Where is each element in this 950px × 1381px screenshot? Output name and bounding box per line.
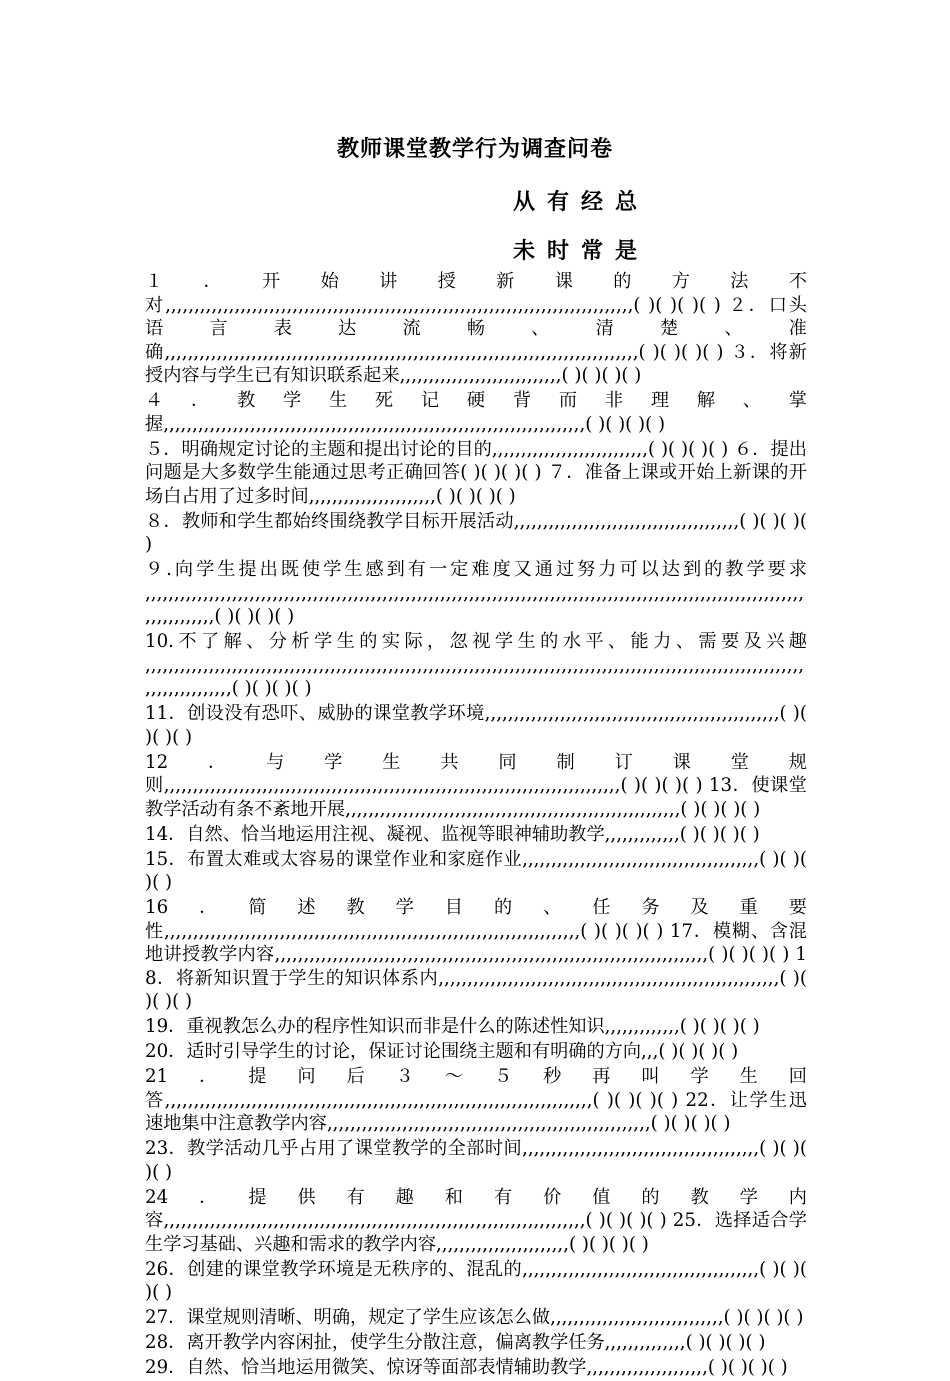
question-item: 15．布置太难或太容易的课堂作业和家庭作业,,,,,,,,,,,,,,,,,,,,,,,,,,,,,,,,,,,,,,,,,( )( )( )( ) bbox=[145, 848, 807, 893]
question-item: 26．创建的课堂教学环境是无秩序的、混乱的,,,,,,,,,,,,,,,,,,,,,,,,,,,,,,,,,,,,,,,,,( )( )( )( ) bbox=[145, 1258, 807, 1303]
question-item: 11．创设没有恐吓、威胁的课堂教学环境,,,,,,,,,,,,,,,,,,,,,,,,,,,,,,,,,,,,,,,,,,,,,,,,,,,( )( )( )( ) bbox=[145, 703, 807, 748]
question-item: 20．适时引导学生的讨论，保证讨论围绕主题和有明确的方向,,,( )( )( )( ) bbox=[145, 1041, 739, 1062]
question-item: ９.向学生提出既使学生感到有一定难度又通过努力可以达到的教学要求 ,,,,,,,,,,,,,,,,,,,,,,,,,,,,,,,,,,,,,,,,,,,,,,,,,,,,,,,,,,,,,,,,,,,,,,,,,,,,,,,,,,,,,,,,,,,,,,,,,,,,,,,,,,,,,,,,,,,,,,,,,,,,,,( )( )( )( ) bbox=[145, 559, 807, 627]
question-item: 24．提供有趣和有价值的教学内容,,,,,,,,,,,,,,,,,,,,,,,,,,,,,,,,,,,,,,,,,,,,,,,,,,,,,,,,,,,,,,,,,,,,,,,,,( )( )( )( ) 25．选择适合学生学习基础、兴趣和需求的教学内容,,,,,,,,,,,,,,,,,,,,,,,( )( )( )( ) bbox=[145, 1186, 807, 1255]
question-item: 21．提问后３～５秒再叫学生回答,,,,,,,,,,,,,,,,,,,,,,,,,,,,,,,,,,,,,,,,,,,,,,,,,,,,,,,,,,,,,,,,,,,,,,,,,,( )( )( )( ) 22．让学生迅速地集中注意教学内容,,,,,,,,,,,,,,,,,,,,,,,,,,,,,,,,,,,,,,,,,,,,,,,,,,,,,,,,( )( )( )( ) bbox=[145, 1066, 807, 1134]
question-item: 16．简述教学目的、任务及重要性,,,,,,,,,,,,,,,,,,,,,,,,,,,,,,,,,,,,,,,,,,,,,,,,,,,,,,,,,,,,,,,,,,,,,,,,( )( )( )( ) 17．模糊、含混地讲授教学内容,,,,,,,,,,,,,,,,,,,,,,,,,,,,,,,,,,,,,,,,,,,,,,,,,,,,,,,,,,,,,,,,,,,,,,,,,,,( )( )( )( ) 18．将新知识置于学生的知识体系内,,,,,,,,,,,,,,,,,,,,,,,,,,,,,,,,,,,,,,,,,,,,,,,,,,,,,,,,,,,( )( )( )( ) bbox=[145, 897, 807, 1012]
question-item: １．开始讲授新课的方法不对,,,,,,,,,,,,,,,,,,,,,,,,,,,,,,,,,,,,,,,,,,,,,,,,,,,,,,,,,,,,,,,,,,,,,,,,,,,,,,,,,( )( )( )( ) ２．口头语言表达流畅、清楚、准确,,,,,,,,,,,,,,,,,,,,,,,,,,,,,,,,,,,,,,,,,,,,,,,,,,,,,,,,,,,,,,,,,,,,,,,,,,,,,,,,,,( )( )( )( ) ３．将新授内容与学生已有知识联系起来,,,,,,,,,,,,,,,,,,,,,,,,,,,,( )( )( )( ) bbox=[145, 271, 807, 386]
question-item: 10.不了解、分析学生的实际，忽视学生的水平、能力、需要及兴趣 ,,,,,,,,,,,,,,,,,,,,,,,,,,,,,,,,,,,,,,,,,,,,,,,,,,,,,,,,,,,,,,,,,,,,,,,,,,,,,,,,,,,,,,,,,,,,,,,,,,,,,,,,,,,,,,,,,,,,,,,,,,,,,,,,,( )( )( )( ) bbox=[145, 631, 807, 699]
question-item: 29．自然、恰当地运用微笑、惊讶等面部表情辅助教学,,,,,,,,,,,,,,,,,,,,,( )( )( )( ) bbox=[145, 1357, 788, 1378]
frequency-header-row-1: 从有经总 bbox=[513, 190, 650, 215]
question-item: 14．自然、恰当地运用注视、凝视、监视等眼神辅助教学,,,,,,,,,,,,,( )( )( )( ) bbox=[145, 823, 760, 845]
frequency-header-row-2: 未时常是 bbox=[513, 239, 650, 264]
question-item: 12．与学生共同制订课堂规则,,,,,,,,,,,,,,,,,,,,,,,,,,,,,,,,,,,,,,,,,,,,,,,,,,,,,,,,,,,,,,,,,,,,,,,,,,,,,,,( )( )( )( ) 13．使课堂教学活动有条不紊地开展,,,,,,,,,,,,,,,,,,,,,,,,,,,,,,,,,,,,,,,,,,,,,,,,,,,,,,,,,,( )( )( )( ) bbox=[145, 751, 807, 820]
question-list bbox=[145, 270, 807, 1381]
question-item: ８．教师和学生都始终围绕教学目标开展活动,,,,,,,,,,,,,,,,,,,,,,,,,,,,,,,,,,,,,,,( )( )( )( ) bbox=[145, 510, 807, 555]
document-title: 教师课堂教学行为调查问卷 bbox=[336, 137, 613, 162]
question-item: 23．教学活动几乎占用了课堂教学的全部时间,,,,,,,,,,,,,,,,,,,,,,,,,,,,,,,,,,,,,,,,,( )( )( )( ) bbox=[145, 1138, 807, 1183]
question-item: 19．重视教怎么办的程序性知识而非是什么的陈述性知识,,,,,,,,,,,,,( )( )( )( ) bbox=[145, 1016, 760, 1037]
question-item: ４．教学生死记硬背而非理解、掌握,,,,,,,,,,,,,,,,,,,,,,,,,,,,,,,,,,,,,,,,,,,,,,,,,,,,,,,,,,,,,,,,,,,,,,,,,( )( )( )( ) bbox=[145, 390, 807, 435]
question-item: 27．课堂规则清晰、明确，规定了学生应该怎么做,,,,,,,,,,,,,,,,,,,,,,,,,,,,,,( )( )( )( ) bbox=[145, 1307, 804, 1328]
question-item: ５．明确规定讨论的主题和提出讨论的目的,,,,,,,,,,,,,,,,,,,,,,,,,,,( )( )( )( ) ６．提出问题是大多数学生能通过思考正确回答( )( )( )( ) ７．准备上课或开始上新课的开场白占用了过多时间,,,,,,,,,,,,,,,,,,,,,,( )( )( )( ) bbox=[145, 438, 807, 507]
question-item: 28．离开教学内容闲扯，使学生分散注意，偏离教学任务,,,,,,,,,,,,,,( )( )( )( ) bbox=[145, 1332, 766, 1353]
